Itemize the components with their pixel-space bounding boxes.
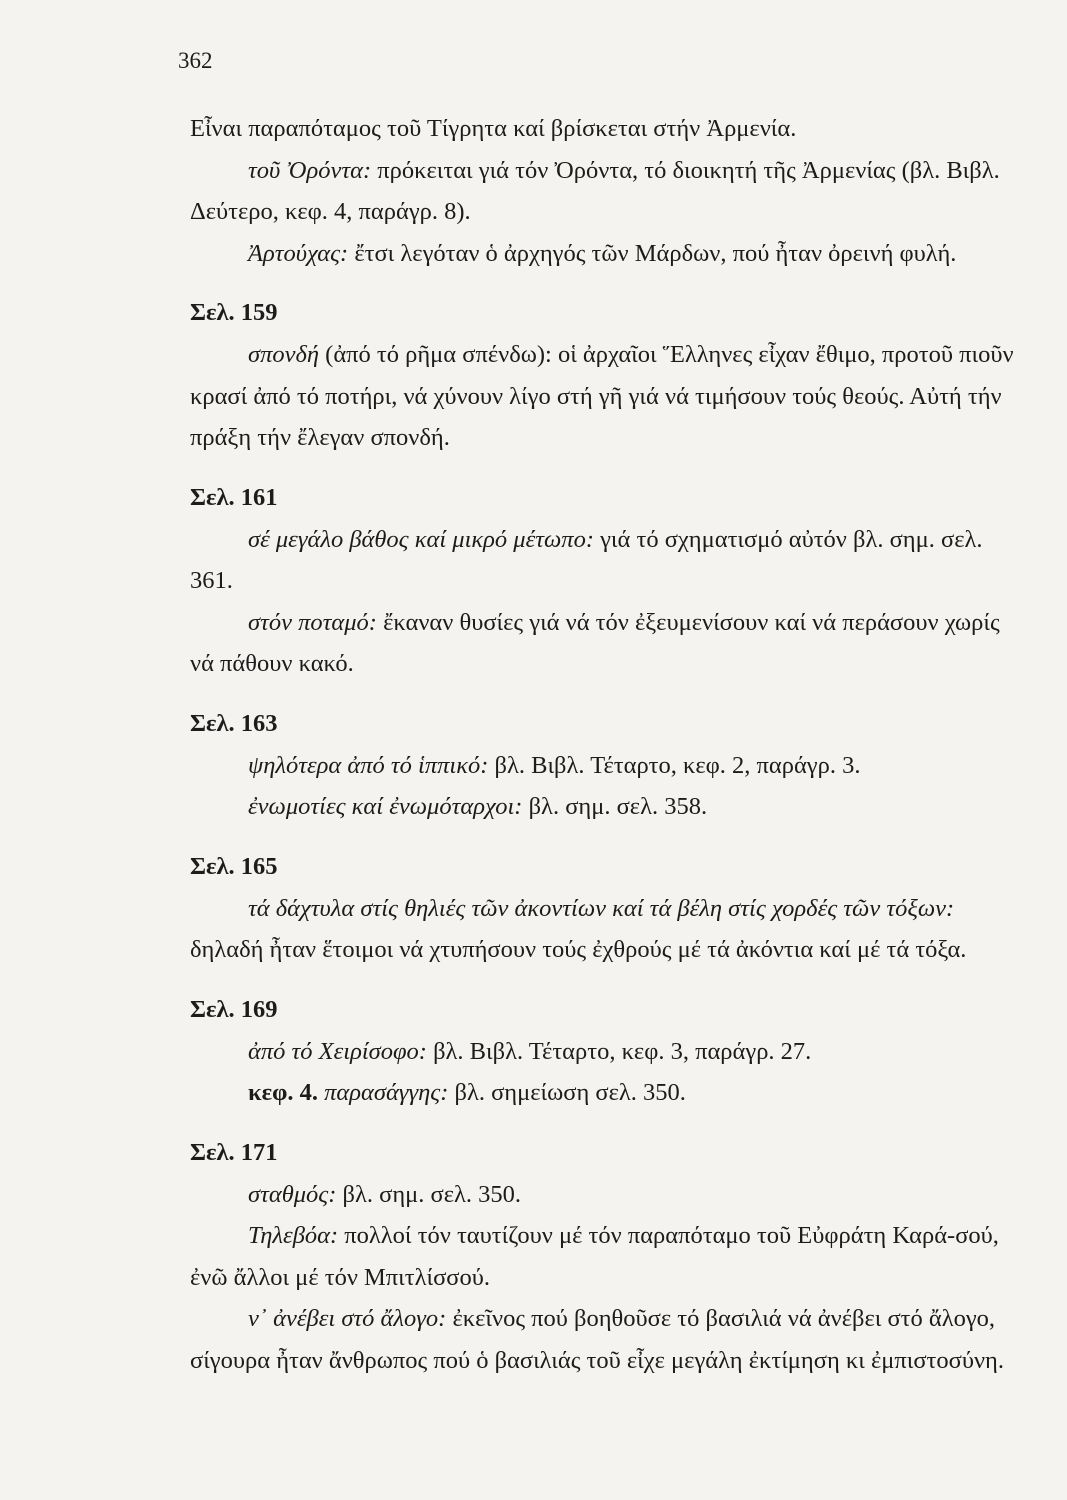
lemma: ν᾿ ἀνέβει στό ἄλογο: (248, 1305, 447, 1332)
lemma: σταθμός: (248, 1180, 337, 1208)
note-paragraph (190, 1174, 1020, 1216)
note-text: βλ. Βιβλ. Τέταρτο, κεφ. 3, παράγρ. 27. (426, 1037, 812, 1065)
note-paragraph (190, 786, 1020, 828)
note-paragraph (190, 1031, 1020, 1073)
note-text: βλ. σημείωση σελ. 350. (448, 1079, 686, 1106)
note-text: πρόκειται γιά τόν Ὀρόντα, τό διοικητή τῆς Ἀρμενίας (βλ. Βιβλ. Δεύτερο, κεφ. 4, παράγρ. 8). (190, 156, 1000, 225)
section-heading: Σελ. 171 (190, 1138, 278, 1166)
note-text: δηλαδή ἦταν ἕτοιμοι νά χτυπήσουν τούς ἐχθρούς μέ τά ἀκόντια καί μέ τά τόξα. (190, 936, 967, 963)
page-body (190, 108, 1020, 1381)
note-text: Εἶναι παραπόταμος τοῦ Τίγρητα καί βρίσκεται στήν Ἀρμενία. (190, 115, 797, 142)
section-heading: Σελ. 165 (190, 852, 278, 880)
note-text: βλ. σημ. σελ. 350. (336, 1180, 522, 1208)
note-paragraph (190, 150, 1020, 233)
note-paragraph (190, 888, 1020, 971)
note-paragraph (190, 745, 1020, 787)
lemma: σπονδή (248, 341, 320, 368)
note-text: πολλοί τόν ταυτίζουν μέ τόν παραπόταμο τοῦ Εὐφράτη Καρά-σού, ἐνῶ ἄλλοι μέ τόν Μπιτλίσσού. (190, 1222, 999, 1291)
lemma: παρασάγγης: (317, 1079, 449, 1106)
note-text: βλ. σημ. σελ. 358. (522, 793, 708, 820)
note-paragraph (190, 1072, 1020, 1114)
note-paragraph (190, 233, 1020, 275)
lemma: Τηλεβόα: (248, 1222, 339, 1249)
chapter-marker: κεφ. 4. (248, 1079, 318, 1106)
section-heading: Σελ. 159 (190, 299, 278, 326)
note-paragraph (190, 1298, 1020, 1381)
page-number: 362 (178, 48, 213, 73)
note-text: ἔκαναν θυσίες γιά νά τόν ἐξευμενίσουν καί νά περάσουν χωρίς νά πάθουν κακό. (190, 608, 1000, 677)
lemma: Ἀρτούχας: (248, 239, 349, 267)
section-heading: Σελ. 163 (190, 709, 278, 737)
lemma: ψηλότερα ἀπό τό ἱππικό: (248, 751, 489, 779)
lemma: τά δάχτυλα στίς θηλιές τῶν ἀκοντίων καί τά βέλη στίς χορδές τῶν τόξων: (248, 894, 955, 922)
lemma: ἀπό τό Χειρίσοφο: (248, 1037, 427, 1065)
note-paragraph (190, 519, 1020, 602)
note-paragraph (190, 602, 1020, 685)
lemma: στόν ποταμό: (248, 608, 377, 636)
note-text: γιά τό σχηματισμό αὐτόν βλ. σημ. σελ. 361. (190, 525, 983, 594)
note-paragraph (190, 334, 1020, 459)
note-paragraph (190, 108, 1020, 150)
note-text: ἐκεῖνος πού βοηθοῦσε τό βασιλιά νά ἀνέβει στό ἄλογο, σίγουρα ἦταν ἄνθρωπος πού ὁ βασιλιάς τοῦ εἶχε μεγάλη ἐκτίμηση κι ἐμπιστοσύνη. (190, 1305, 1004, 1374)
lemma: σέ μεγάλο βάθος καί μικρό μέτωπο: (248, 525, 594, 553)
lemma: ἐνωμοτίες καί ἐνωμόταρχοι: (248, 793, 523, 820)
section-heading: Σελ. 161 (190, 483, 278, 511)
section-heading: Σελ. 169 (190, 995, 278, 1023)
lemma: τοῦ Ὀρόντα: (248, 156, 372, 184)
note-text: (ἀπό τό ρῆμα σπένδω): οἱ ἀρχαῖοι Ἕλληνες εἶχαν ἔθιμο, προτοῦ πιοῦν κρασί ἀπό τό ποτήρι, νά χύνουν λίγο στή γῆ γιά νά τιμήσουν τούς θεούς. Αὐτή τήν πράξη τήν ἔλεγαν σπονδή. (190, 341, 1014, 451)
note-text: βλ. Βιβλ. Τέταρτο, κεφ. 2, παράγρ. 3. (488, 751, 861, 779)
note-text: ἔτσι λεγόταν ὁ ἀρχηγός τῶν Μάρδων, πού ἦταν ὀρεινή φυλή. (348, 239, 957, 267)
note-paragraph (190, 1215, 1020, 1298)
